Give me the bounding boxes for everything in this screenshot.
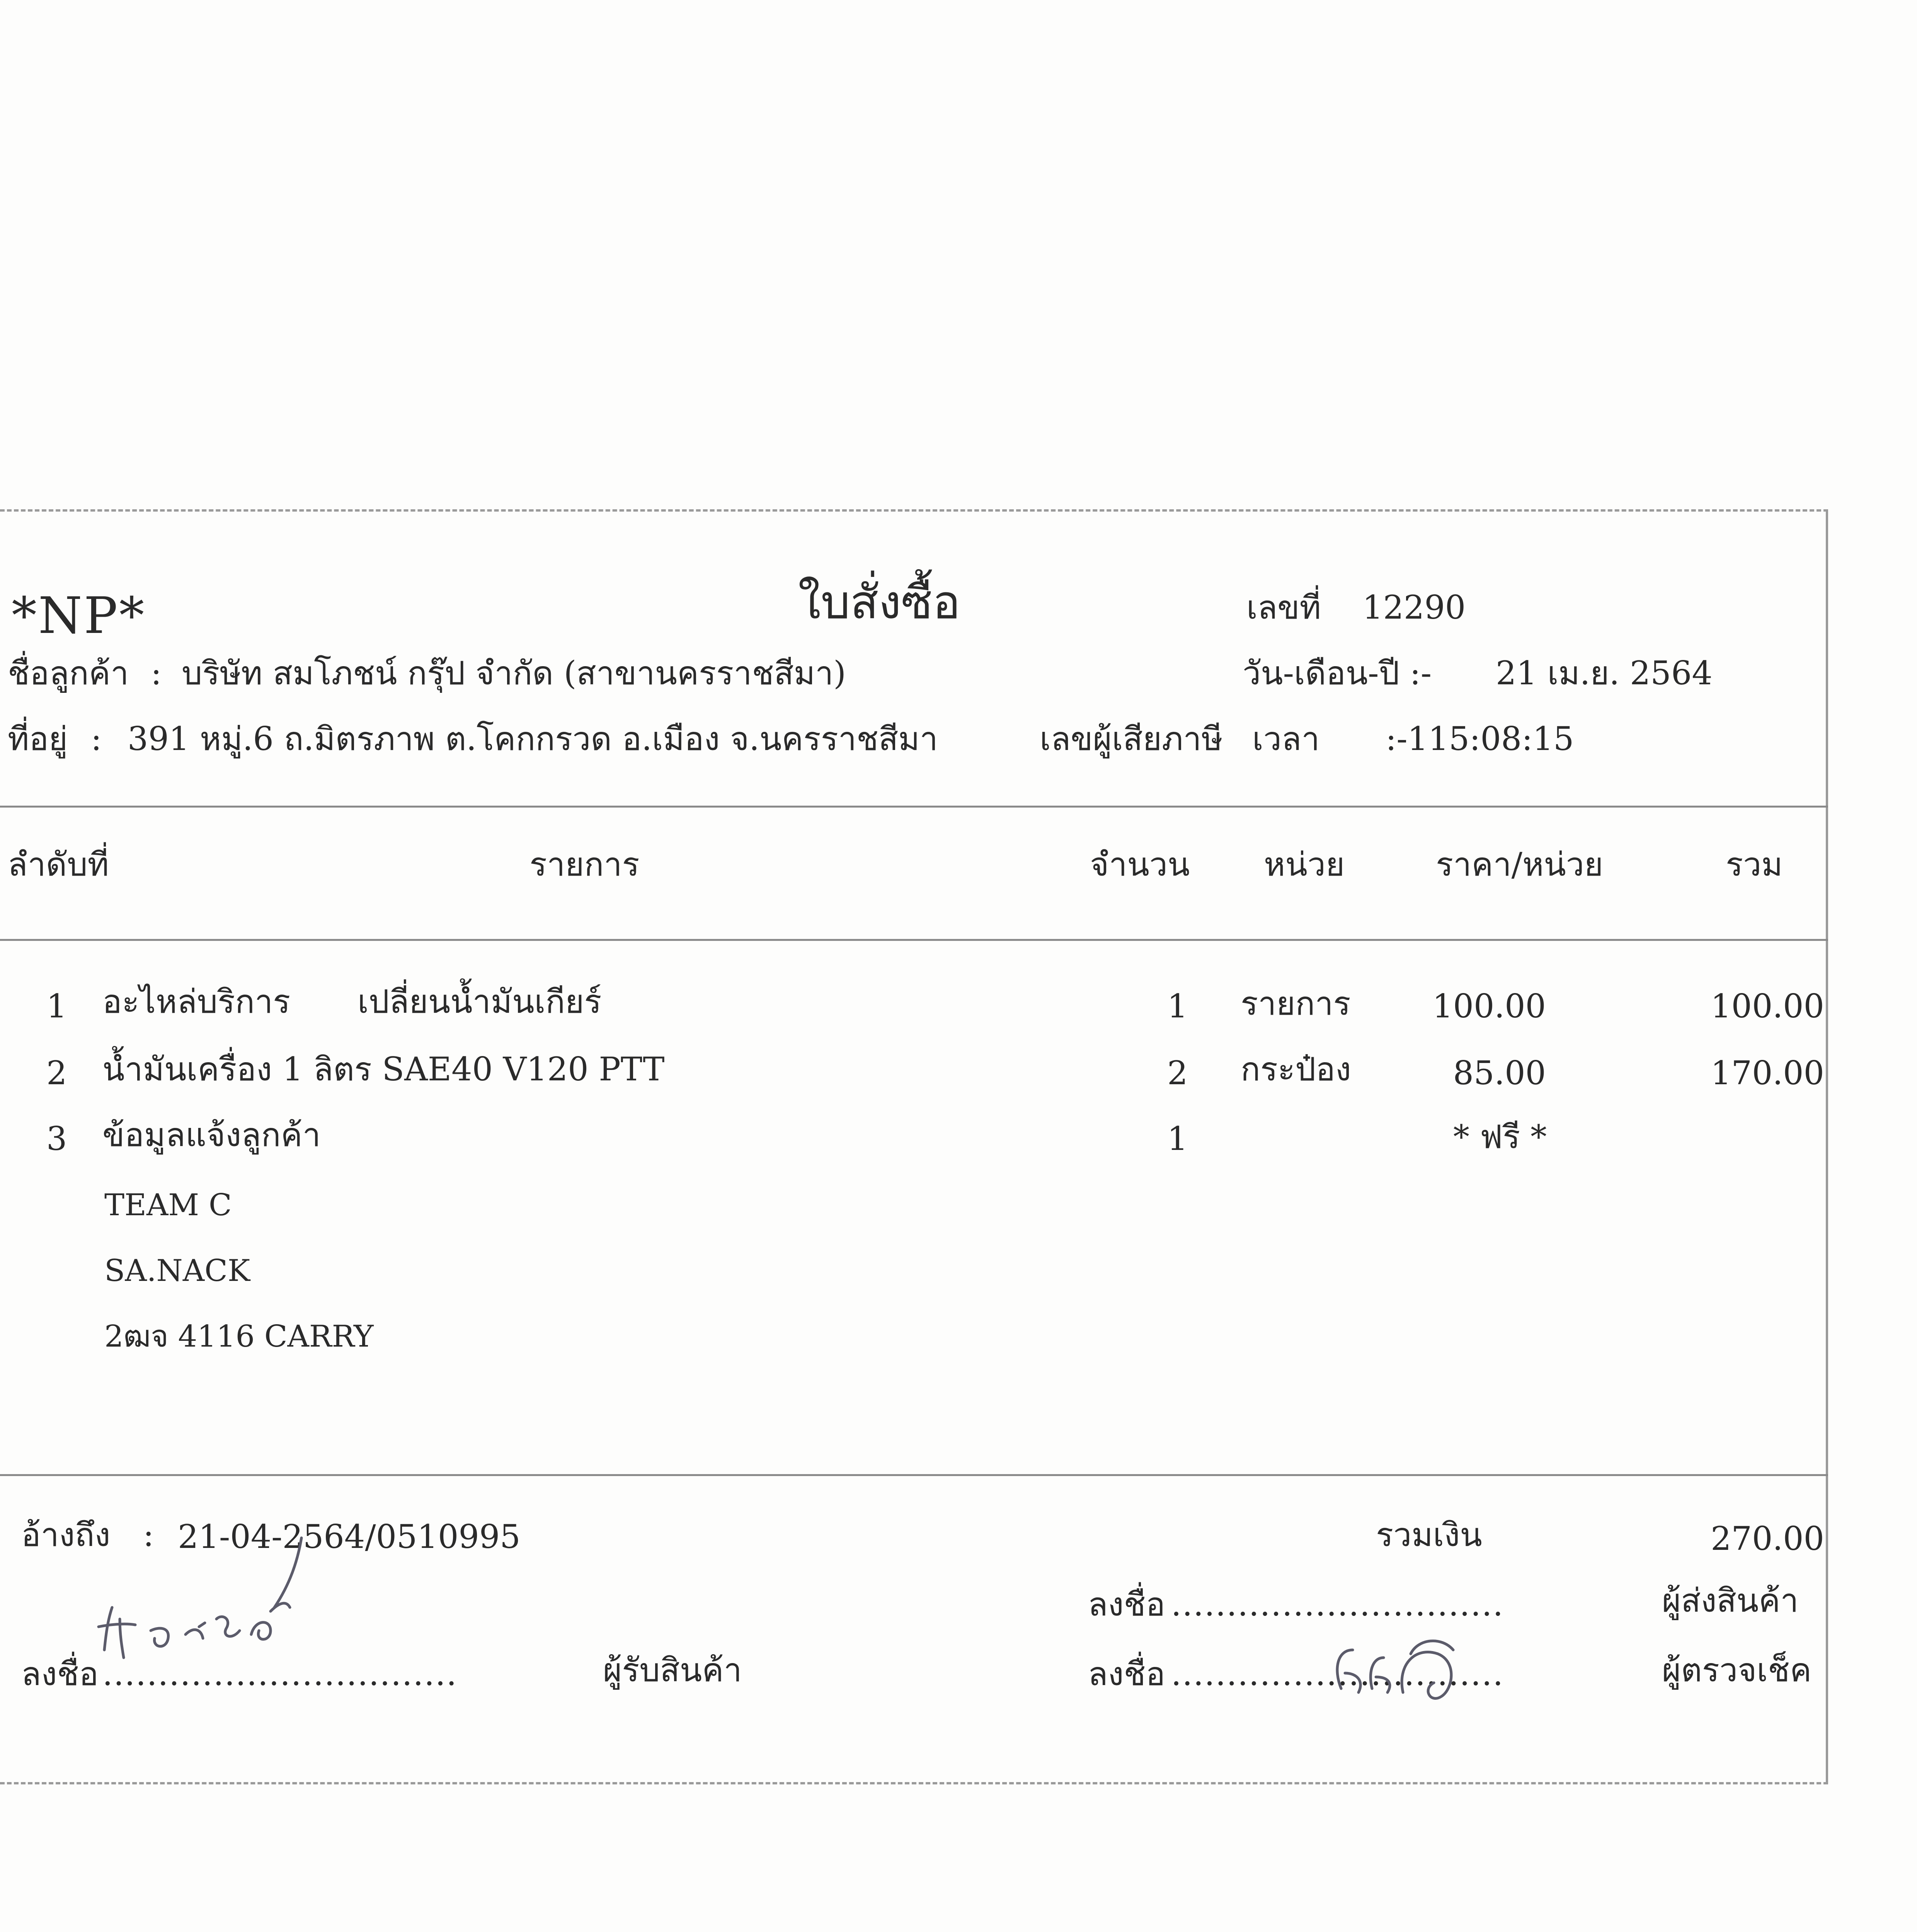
col-header-unit: หน่วย: [1264, 845, 1345, 883]
row1-unit: รายการ: [1241, 985, 1351, 1022]
tax-id-label: เลขผู้เสียภาษี: [1040, 720, 1223, 758]
address-separator: :: [91, 720, 102, 758]
note-team: TEAM C: [104, 1188, 232, 1223]
col-header-qty: จำนวน: [1090, 845, 1190, 883]
sender-label: ผู้ส่งสินค้า: [1662, 1582, 1799, 1619]
items-divider: [0, 1474, 1828, 1476]
customer-name: บริษัท สมโภชน์ กรุ๊ป จำกัด (สาขานครราชสีมา): [182, 654, 846, 692]
receiver-signature: [70, 1530, 340, 1704]
sum-value: 270.00: [1711, 1520, 1824, 1558]
row3-price-free: * ฟรี *: [1453, 1118, 1547, 1156]
row3-qty: 1: [1167, 1120, 1188, 1158]
row2-total: 170.00: [1711, 1054, 1824, 1092]
header-divider: [0, 806, 1828, 808]
company-code: *NP*: [12, 586, 146, 645]
col-header-price: ราคา/หน่วย: [1436, 845, 1604, 883]
receiver-sign-prefix: ลงชื่อ: [21, 1655, 99, 1693]
checker-label: ผู้ตรวจเช็ค: [1662, 1651, 1812, 1689]
row3-no: 3: [46, 1120, 67, 1158]
row2-desc: น้ำมันเครื่อง 1 ลิตร SAE40 V120 PTT: [102, 1050, 665, 1088]
row1-desc-b: เปลี่ยนน้ำมันเกียร์: [358, 983, 602, 1020]
time-label: เวลา: [1252, 720, 1320, 758]
col-header-no: ลำดับที่: [8, 845, 109, 883]
row2-no: 2: [46, 1054, 67, 1092]
date-value: 21 เม.ย. 2564: [1496, 654, 1713, 692]
receiver-sign-dots: ................................: [102, 1655, 458, 1693]
row1-no: 1: [46, 987, 67, 1025]
reference-value: 21-04-2564/0510995: [178, 1518, 521, 1556]
row1-price: 100.00: [1432, 987, 1546, 1025]
row3-desc: ข้อมูลแจ้งลูกค้า: [102, 1116, 321, 1154]
column-header-divider: [0, 939, 1828, 941]
sum-label: รวมเงิน: [1376, 1516, 1482, 1554]
address-label: ที่อยู่: [8, 720, 68, 758]
address-value: 391 หมู่.6 ถ.มิตรภาพ ต.โคกกรวด อ.เมือง จ.นครราชสีมา: [128, 720, 938, 758]
doc-no-label: เลขที่: [1246, 588, 1321, 626]
row2-qty: 2: [1167, 1054, 1188, 1092]
time-value: :-115:08:15: [1386, 720, 1574, 758]
row1-total: 100.00: [1711, 987, 1824, 1025]
customer-label: ชื่อลูกค้า: [8, 654, 129, 692]
document-title: ใบสั่งซื้อ: [798, 576, 961, 629]
row1-desc-a: อะไหล่บริการ: [102, 983, 291, 1020]
sender-sign-prefix: ลงชื่อ: [1088, 1585, 1165, 1623]
checker-sign-prefix: ลงชื่อ: [1088, 1655, 1165, 1693]
row2-unit: กระป๋อง: [1241, 1050, 1351, 1088]
reference-label: อ้างถึง: [21, 1516, 111, 1554]
customer-separator: :: [151, 654, 162, 692]
doc-no-value: 12290: [1362, 588, 1466, 626]
reference-separator: :: [143, 1516, 154, 1554]
checker-signature: [1314, 1600, 1492, 1723]
col-header-desc: รายการ: [529, 845, 640, 883]
row1-qty: 1: [1167, 987, 1188, 1025]
date-label: วัน-เดือน-ปี :-: [1243, 654, 1432, 692]
note-vehicle: 2ฒจ 4116 CARRY: [104, 1319, 374, 1354]
row2-price: 85.00: [1453, 1054, 1546, 1092]
note-service-advisor: SA.NACK: [104, 1253, 250, 1288]
col-header-total: รวม: [1726, 845, 1783, 883]
sender-sign-dots: ..............................: [1171, 1585, 1504, 1623]
receiver-label: ผู้รับสินค้า: [603, 1651, 742, 1689]
checker-sign-dots: ..............................: [1171, 1655, 1504, 1693]
